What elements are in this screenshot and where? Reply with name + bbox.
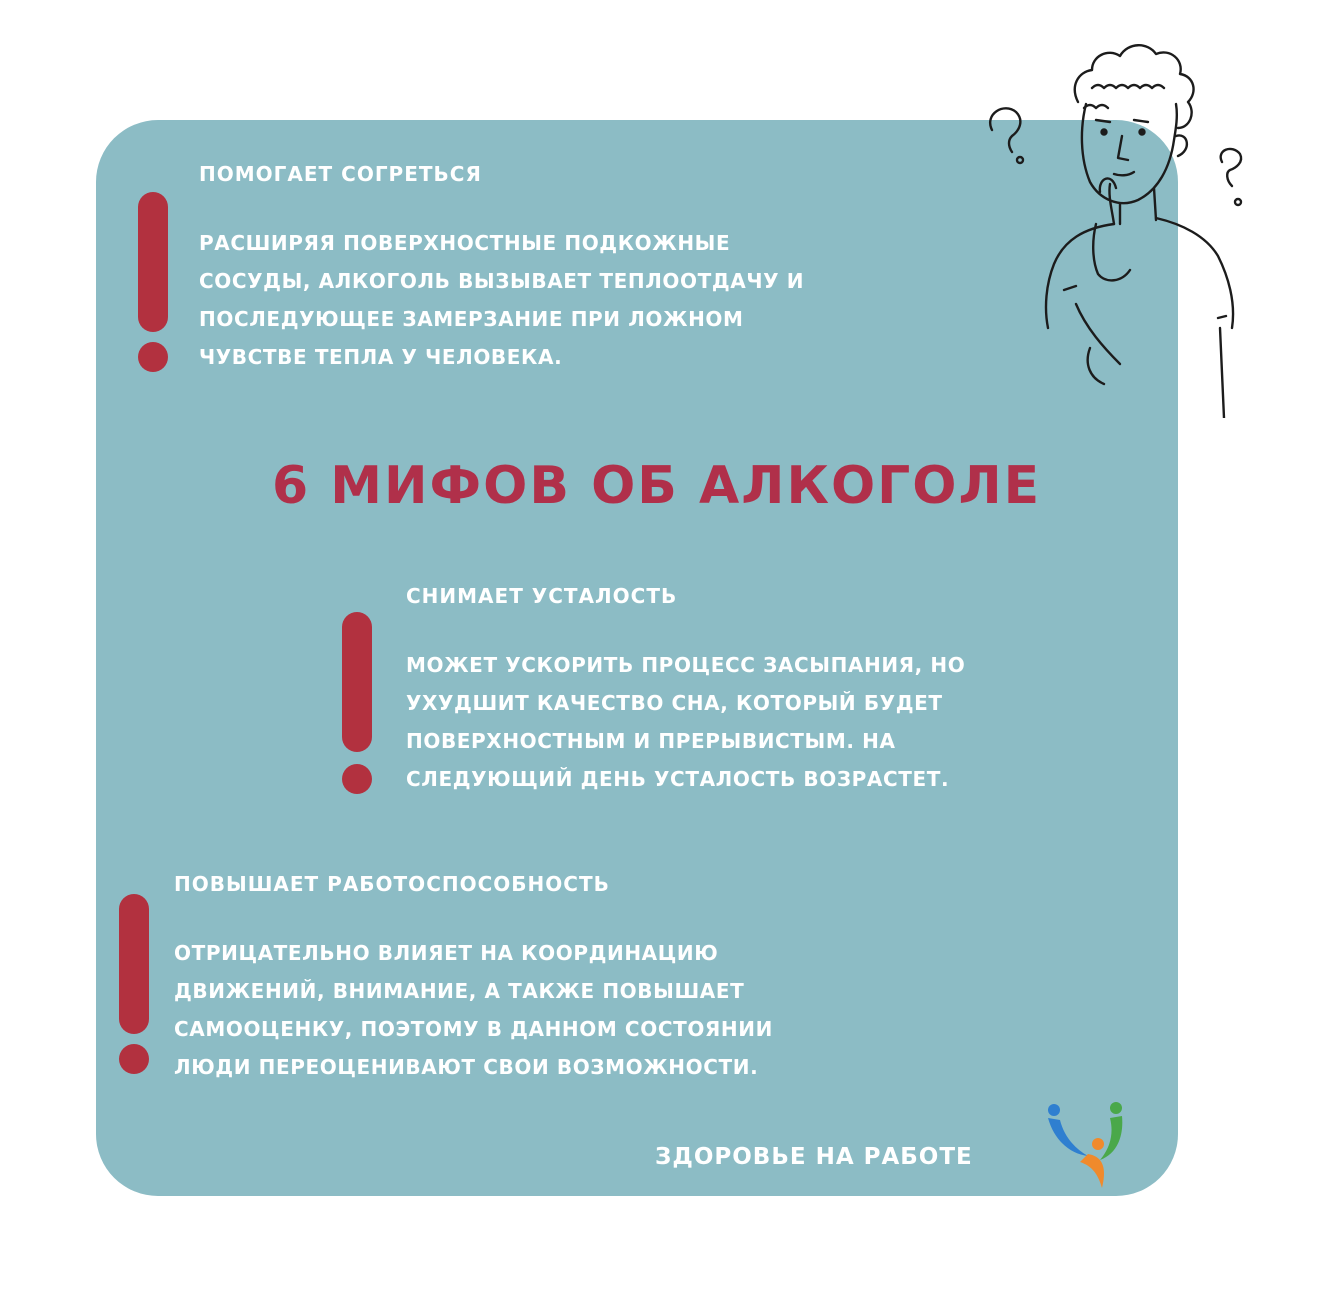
myth-explanation [174, 934, 773, 1086]
myth-heading: ПОМОГАЕТ СОГРЕТЬСЯ [199, 162, 482, 186]
page-title: 6 МИФОВ ОБ АЛКОГОЛЕ [272, 456, 1042, 516]
myth-explanation-line: ЧУВСТВЕ ТЕПЛА У ЧЕЛОВЕКА. [199, 345, 563, 369]
myth-block [199, 162, 804, 376]
myth-explanation-line: ПОСЛЕДУЮЩЕЕ ЗАМЕРЗАНИЕ ПРИ ЛОЖНОМ [199, 307, 744, 331]
myth-explanation [406, 646, 965, 798]
thinking-person-illustration [980, 28, 1270, 418]
brand-name: ЗДОРОВЬЕ НА РАБОТЕ [655, 1144, 973, 1170]
myth-explanation-line: МОЖЕТ УСКОРИТЬ ПРОЦЕСС ЗАСЫПАНИЯ, НО [406, 653, 966, 677]
myth-heading: ПОВЫШАЕТ РАБОТОСПОСОБНОСТЬ [174, 872, 610, 896]
myth-explanation-line: УХУДШИТ КАЧЕСТВО СНА, КОТОРЫЙ БУДЕТ [406, 691, 943, 715]
myth-explanation-line: РАСШИРЯЯ ПОВЕРХНОСТНЫЕ ПОДКОЖНЫЕ [199, 231, 731, 255]
myth-explanation-line: СЛЕДУЮЩИЙ ДЕНЬ УСТАЛОСТЬ ВОЗРАСТЕТ. [406, 767, 950, 791]
myth-heading: СНИМАЕТ УСТАЛОСТЬ [406, 584, 678, 608]
myth-explanation [199, 224, 804, 376]
myth-block [406, 584, 965, 798]
myth-explanation-line: СОСУДЫ, АЛКОГОЛЬ ВЫЗЫВАЕТ ТЕПЛООТДАЧУ И [199, 269, 805, 293]
myth-explanation-line: САМООЦЕНКУ, ПОЭТОМУ В ДАННОМ СОСТОЯНИИ [174, 1017, 773, 1041]
myth-explanation-line: ДВИЖЕНИЙ, ВНИМАНИЕ, А ТАКЖЕ ПОВЫШАЕТ [174, 979, 745, 1003]
myth-explanation-line: ПОВЕРХНОСТНЫМ И ПРЕРЫВИСТЫМ. НА [406, 729, 896, 753]
myth-block [174, 872, 773, 1086]
myth-explanation-line: ЛЮДИ ПЕРЕОЦЕНИВАЮТ СВОИ ВОЗМОЖНОСТИ. [174, 1055, 759, 1079]
myth-explanation-line: ОТРИЦАТЕЛЬНО ВЛИЯЕТ НА КООРДИНАЦИЮ [174, 941, 719, 965]
health-at-work-logo [1044, 1100, 1130, 1190]
